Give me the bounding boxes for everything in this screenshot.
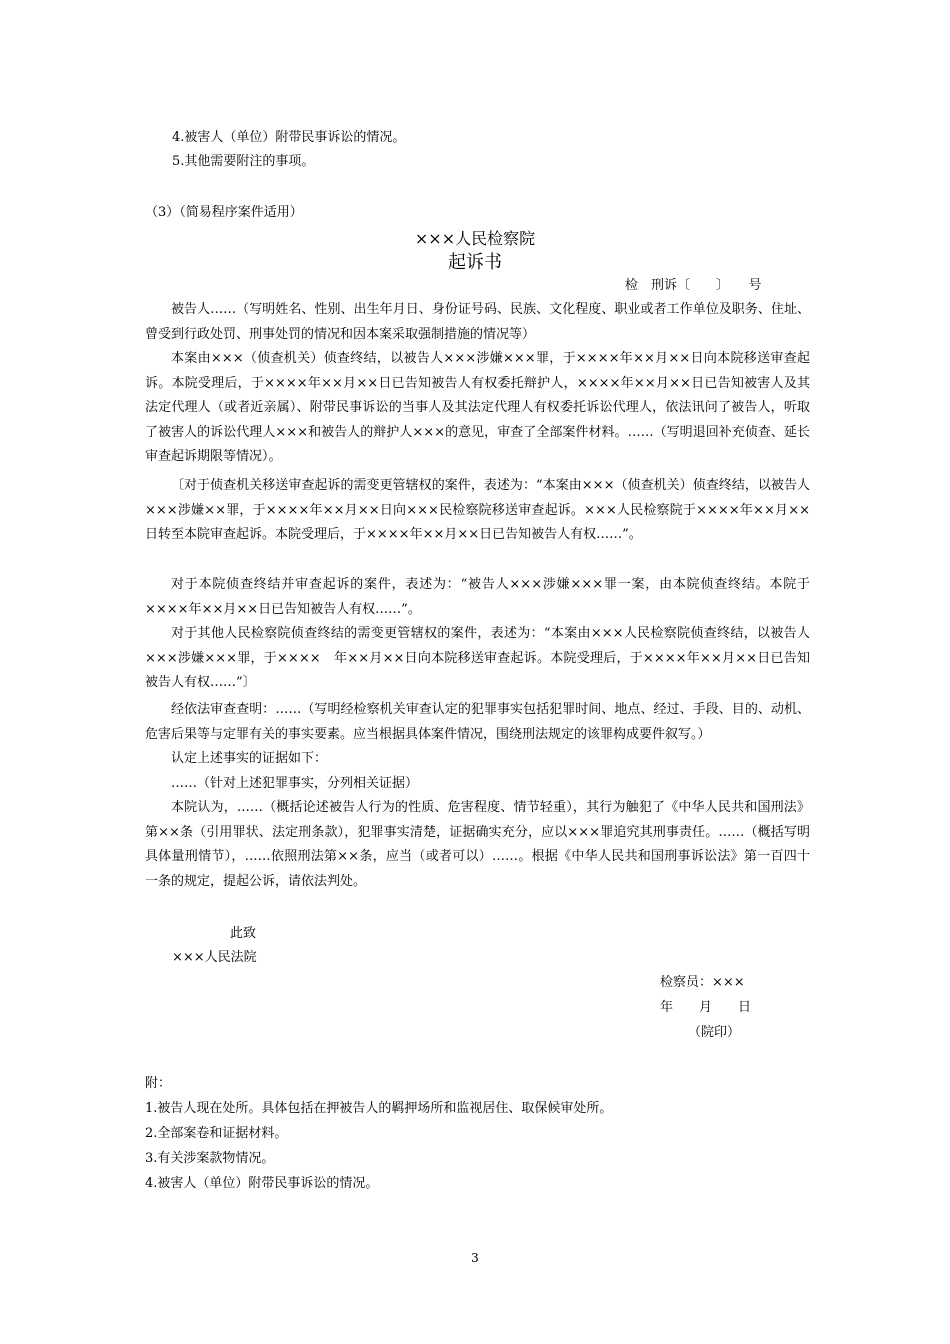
paragraph-case-origin: 本案由×××（侦查机关）侦查终结，以被告人×××涉嫌×××罪，于××××年××月××日向本院移送审查起诉。本院受理后，于××××年××月××日已告知被告人有权委托辩护人，××××年××月××日已告知被害人及其法定代理人（或者近亲属）、附带民事诉讼的当事人及其法定代理人有权委托诉讼代理人，依法讯问了被告人，听取了被害人的诉讼代理人×××和被告人的辩护人×××的意见，审查了全部案件材料。……（写明退回补充侦查、延长审查起诉期限等情况）。 <box>145 351 810 464</box>
paragraph-other-procuratorate: 对于其他人民检察院侦查终结的需变更管辖权的案件，表述为：“本案由×××人民检察院侦查终结，以被告人×××涉嫌×××罪，于×××× 年××月××日向本院移送审查起诉。本院受理后，于××××年××月××日已告知被告人有权……”〕 <box>145 626 810 690</box>
salutation: 此致 <box>230 926 257 941</box>
paragraph-evidence-list: ……（针对上述犯罪事实，分列相关证据） <box>171 776 419 791</box>
attachment-item-1: 1.被告人现在处所。具体包括在押被告人的羁押场所和监视居住、取保候审处所。 <box>145 1101 613 1116</box>
doc-number: 检 刑诉〔 〕 号 <box>625 278 762 293</box>
attachments-label: 附： <box>145 1076 172 1091</box>
page-number: 3 <box>471 1251 479 1265</box>
paragraph-defendant: 被告人……（写明姓名、性别、出生年月日、身份证号码、民族、文化程度、职业或者工作单位及职务、住址、曾受到行政处罚、刑事处罚的情况和因本案采取强制措施的情况等） <box>145 302 810 342</box>
recipient-court: ×××人民法院 <box>172 950 257 965</box>
top-item-4: 4.被害人（单位）附带民事诉讼的情况。 <box>172 130 406 145</box>
attachment-item-4: 4.被害人（单位）附带民事诉讼的情况。 <box>145 1176 379 1191</box>
paragraph-self-investigated: 对于本院侦查终结并审查起诉的案件，表述为：“被告人×××涉嫌×××罪一案，由本院侦查终结。本院于××××年××月××日已告知被告人有权……”。 <box>145 577 810 617</box>
court-seal: （院印） <box>688 1025 741 1040</box>
paragraph-facts: 经依法审查查明：……（写明经检察机关审查认定的犯罪事实包括犯罪时间、地点、经过、手段、目的、动机、危害后果等与定罪有关的事实要素。应当根据具体案件情况，围绕刑法规定的该罪构成要件叙写。） <box>145 702 810 742</box>
attachment-item-2: 2.全部案卷和证据材料。 <box>145 1126 288 1141</box>
paragraph-jurisdiction-change: 〔对于侦查机关移送审查起诉的需变更管辖权的案件，表述为：“本案由×××（侦查机关）侦查终结，以被告人×××涉嫌××罪，于××××年××月××日向×××民检察院移送审查起诉。×××人民检察院于××××年××月××日转至本院审查起诉。本院受理后，于××××年××月××日已告知被告人有权……”。 <box>145 478 810 542</box>
top-item-5: 5.其他需要附注的事项。 <box>172 154 315 169</box>
paragraph-evidence-intro: 认定上述事实的证据如下： <box>171 751 328 766</box>
org-title: ×××人民检察院 <box>414 229 536 248</box>
prosecutor-signature: 检察员：××× <box>660 975 745 990</box>
signature-date: 年 月 日 <box>660 1000 752 1015</box>
attachment-item-3: 3.有关涉案款物情况。 <box>145 1151 275 1166</box>
section-label: （3）（简易程序案件适用） <box>145 205 303 220</box>
paragraph-conclusion: 本院认为，……（概括论述被告人行为的性质、危害程度、情节轻重），其行为触犯了《中华人民共和国刑法》第××条（引用罪状、法定刑条款），犯罪事实清楚，证据确实充分，应以×××罪追究其刑事责任。……（概括写明具体量刑情节），……依照刑法第××条，应当（或者可以）……。根据《中华人民共和国刑事诉讼法》第一百四十一条的规定，提起公诉，请依法判处。 <box>145 800 810 889</box>
doc-title: 起诉书 <box>448 252 502 273</box>
